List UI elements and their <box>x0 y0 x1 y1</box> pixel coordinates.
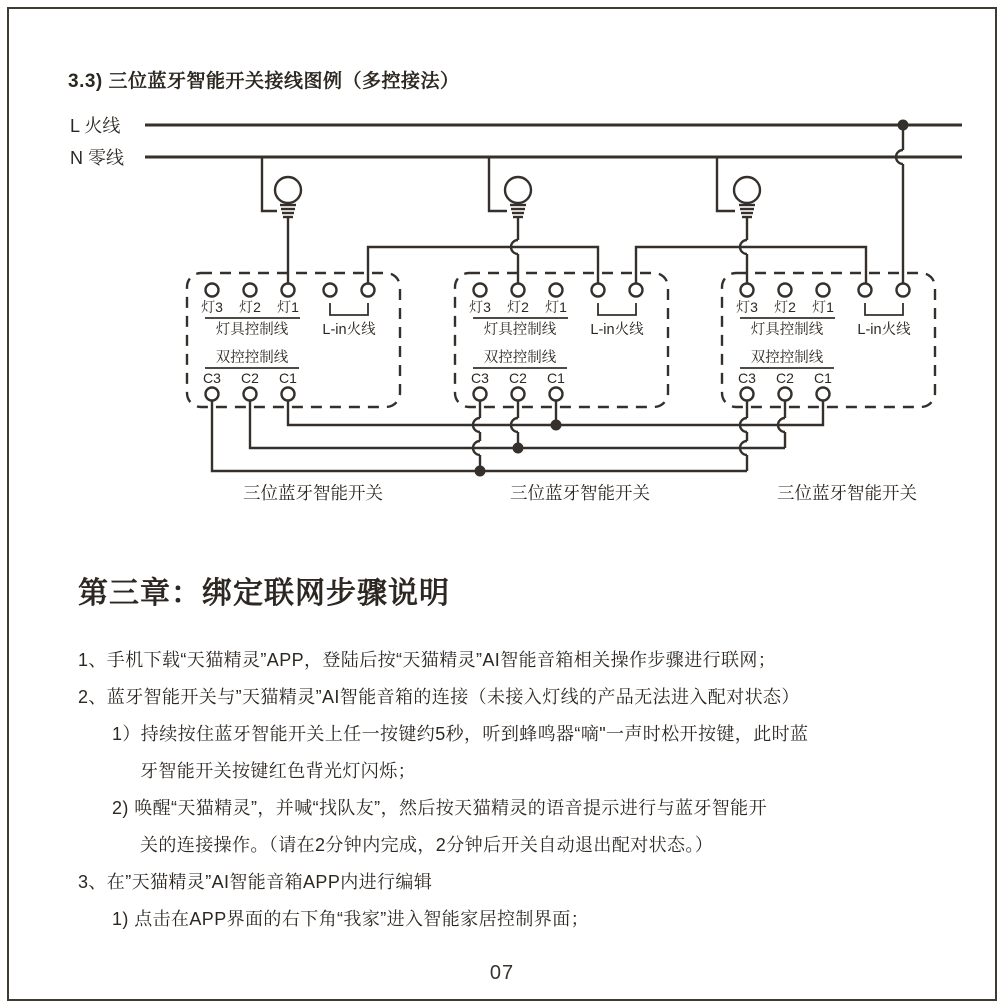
chapter-heading: 第三章：绑定联网步骤说明 <box>78 577 450 610</box>
lin-bracket <box>865 303 903 315</box>
terminal <box>474 284 487 297</box>
bulb1-neutral-drop <box>262 158 277 211</box>
junction-dot <box>475 466 486 477</box>
terminal <box>282 388 295 401</box>
lamp-group-label: 灯具控制线 <box>750 322 824 338</box>
instruction-line: 2、蓝牙智能开关与”天猫精灵”AI智能音箱的连接（未接入灯线的产品无法进入配对状态） <box>78 687 800 707</box>
terminal-label: 灯2 <box>239 299 261 315</box>
terminal-label: 灯2 <box>507 299 529 315</box>
lin-label: L-in火线 <box>857 322 911 338</box>
switch-box-2 <box>455 273 668 407</box>
control-bus-wires <box>212 400 823 477</box>
page-number: 07 <box>489 962 515 984</box>
instruction-line: 1）持续按住蓝牙智能开关上任一按键约5秒，听到蜂鸣器“嘀"一声时松开按键，此时蓝 <box>112 724 809 744</box>
terminal <box>282 284 295 297</box>
terminal <box>206 284 219 297</box>
lamp-group-label: 灯具控制线 <box>215 322 289 338</box>
light-bulb-icon <box>717 158 760 217</box>
terminal <box>244 388 257 401</box>
terminal <box>630 284 643 297</box>
terminal <box>550 388 563 401</box>
terminal <box>512 388 525 401</box>
switch-caption: 三位蓝牙智能开关 <box>777 483 917 503</box>
dual-group-label: 双控控制线 <box>483 350 557 366</box>
switch-box-1 <box>187 273 400 407</box>
switch-caption: 三位蓝牙智能开关 <box>510 483 650 503</box>
live-wire-label: L 火线 <box>70 116 121 136</box>
terminal-label: 灯1 <box>812 299 834 315</box>
terminal <box>897 284 910 297</box>
terminal <box>474 388 487 401</box>
terminal-label: 灯2 <box>774 299 796 315</box>
terminal <box>741 284 754 297</box>
terminal <box>817 284 830 297</box>
junction-dot <box>513 443 524 454</box>
terminal <box>859 284 872 297</box>
terminal <box>244 284 257 297</box>
lin-label: L-in火线 <box>590 322 644 338</box>
lamp-group-label: 灯具控制线 <box>483 322 557 338</box>
light-bulb-icon <box>262 158 301 217</box>
terminal-label: C2 <box>241 370 259 386</box>
terminal-label: C3 <box>471 370 489 386</box>
junction-dot <box>551 420 562 431</box>
instruction-line: 2) 唤醒“天猫精灵”，并喊“找队友”，然后按天猫精灵的语音提示进行与蓝牙智能开 <box>112 798 767 818</box>
section-title: 3.3) 三位蓝牙智能开关接线图例（多控接法） <box>68 71 460 92</box>
terminal <box>206 388 219 401</box>
lin-link-wire-2-3 <box>636 247 866 284</box>
terminal <box>779 388 792 401</box>
terminal-label: 灯3 <box>469 299 491 315</box>
terminal-label: C1 <box>547 370 565 386</box>
instruction-line: 1) 点击在APP界面的右下角“我家”进入智能家居控制界面； <box>112 909 590 929</box>
switch-caption: 三位蓝牙智能开关 <box>243 483 383 503</box>
terminal-label: 灯3 <box>201 299 223 315</box>
terminal-label: C1 <box>814 370 832 386</box>
terminal <box>592 284 605 297</box>
lin-bracket <box>330 303 368 315</box>
lin-label: L-in火线 <box>322 322 376 338</box>
bulb2-neutral-drop <box>489 158 507 211</box>
bulb3-neutral-drop <box>717 158 735 211</box>
instruction-line: 3、在”天猫精灵”AI智能音箱APP内进行编辑 <box>78 872 433 892</box>
terminal-label: C2 <box>776 370 794 386</box>
lin-bracket <box>598 303 636 315</box>
terminal-label: C2 <box>509 370 527 386</box>
terminal <box>324 284 337 297</box>
terminal-label: C1 <box>279 370 297 386</box>
terminal-label: C3 <box>203 370 221 386</box>
terminal-label: C3 <box>738 370 756 386</box>
terminal-label: 灯1 <box>545 299 567 315</box>
terminal <box>741 388 754 401</box>
instruction-line: 关的连接操作。（请在2分钟内完成，2分钟后开关自动退出配对状态。） <box>140 835 714 855</box>
terminal <box>512 284 525 297</box>
dual-group-label: 双控控制线 <box>215 350 289 366</box>
terminal-label: 灯1 <box>277 299 299 315</box>
instruction-line: 1、手机下载“天猫精灵”APP，登陆后按“天猫精灵”AI智能音箱相关操作步骤进行联网； <box>78 650 777 670</box>
light-bulb-icon <box>489 158 531 217</box>
terminal <box>779 284 792 297</box>
lin-link-wire-1-2 <box>368 247 598 284</box>
terminal <box>817 388 830 401</box>
switch-box-3 <box>722 273 935 407</box>
instruction-line: 牙智能开关按键红色背光灯闪烁； <box>140 761 416 781</box>
terminal-label: 灯3 <box>736 299 758 315</box>
terminal <box>362 284 375 297</box>
neutral-wire-label: N 零线 <box>70 148 124 168</box>
dual-group-label: 双控控制线 <box>750 350 824 366</box>
terminal <box>550 284 563 297</box>
